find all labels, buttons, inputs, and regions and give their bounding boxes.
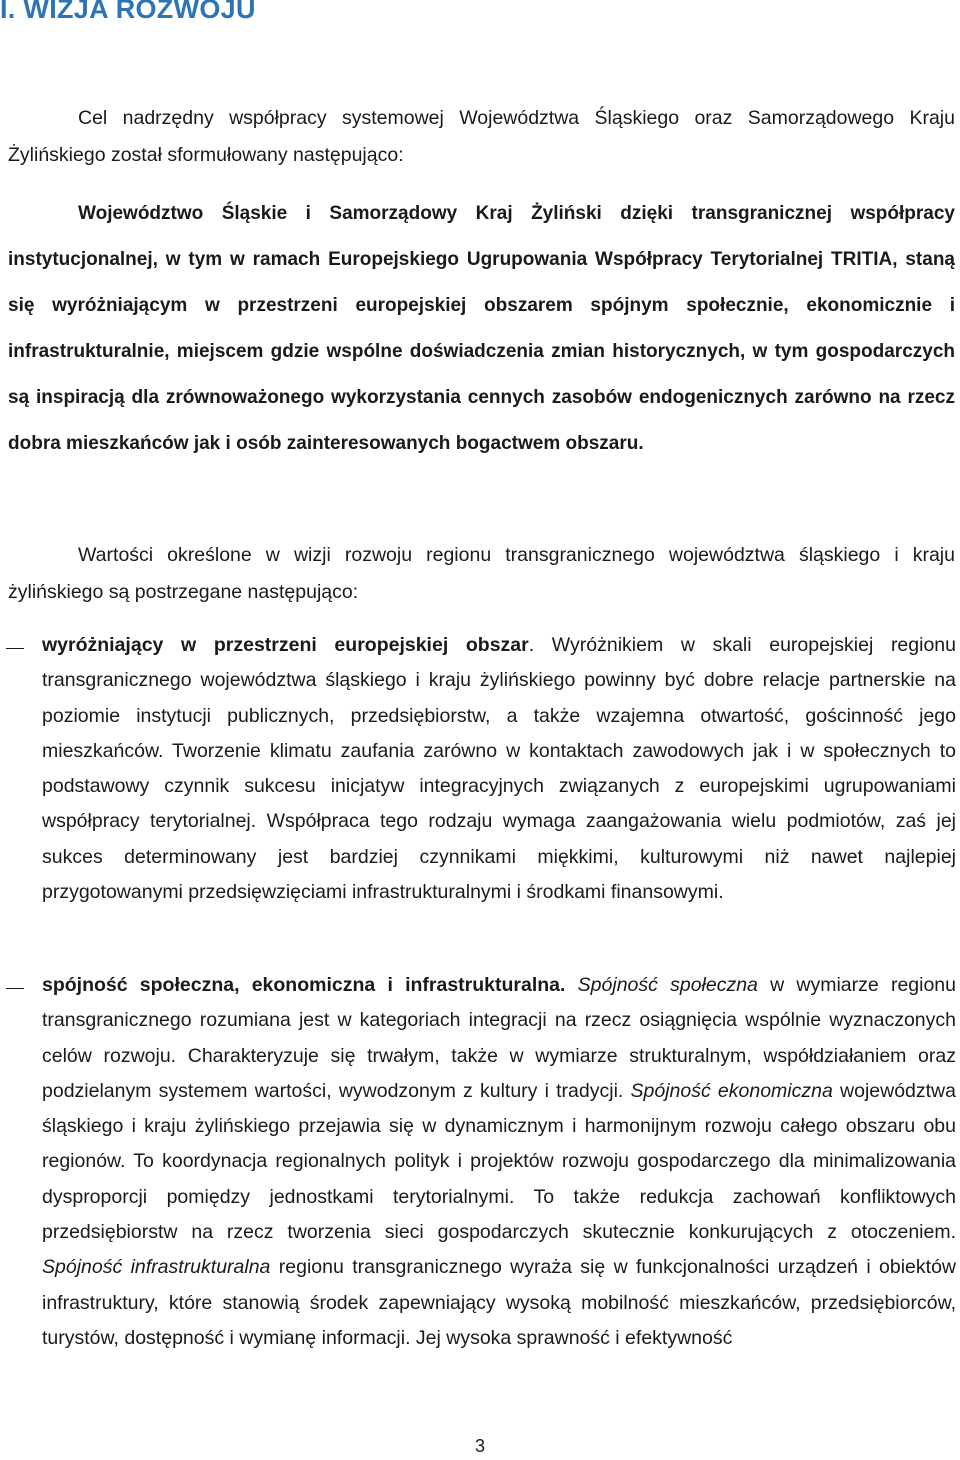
list-item-text <box>42 968 956 1356</box>
term-social-cohesion: Spójność społeczna <box>577 974 758 996</box>
dash-bullet-icon <box>6 648 24 649</box>
list-item-body-1: w wymiarze regionu transgranicznego rozumiana jest w kategoriach integracji na rzecz osiągnięcia wspólnie wyznaczonych celów rozwoju. Charakteryzuje się trwałym, także w wymiarze strukturalnym, współdziałaniem oraz podzielanym systemem wartości, wywodzonym z kultury i tradycji. <box>42 974 956 1102</box>
intro-paragraph: Cel nadrzędny współpracy systemowej Województwa Śląskiego oraz Samorządowego Kraju Żylińskiego został sformułowany następująco: <box>8 107 955 166</box>
list-item-text <box>42 628 956 910</box>
list-item-lead: wyróżniający w przestrzeni europejskiej obszar <box>42 634 529 656</box>
page-number: 3 <box>474 1436 485 1456</box>
term-infrastructure-cohesion: Spójność infrastrukturalna <box>42 1256 271 1279</box>
list-item-lead: spójność społeczna, ekonomiczna i infrastrukturalna. <box>42 974 566 996</box>
values-intro-paragraph: Wartości określone w wizji rozwoju regionu transgranicznego województwa śląskiego i kraju żylińskiego są postrzegane następująco: <box>8 544 955 603</box>
vision-statement: Województwo Śląskie i Samorządowy Kraj Żyliński dzięki transgranicznej współpracy instytucjonalnej, w tym w ramach Europejskiego Ugrupowania Współpracy Terytorialnej TRITIA, staną się wyróżniającym w przestrzeni europejskiej obszarem spójnym społecznie, ekonomicznie i infrastrukturalnie, miejscem gdzie wspólne doświadczenia zmian historycznych, w tym gospodarczych są inspiracją dla zrównoważonego wykorzystania cennych zasobów endogenicznych zarówno na rzecz dobra mieszkańców jak i osób zainteresowanych bogactwem obszaru. <box>8 203 955 454</box>
dash-bullet-icon <box>6 988 24 989</box>
term-economic-cohesion: Spójność ekonomiczna <box>630 1079 833 1102</box>
list-item-body-2: województwa śląskiego i kraju żylińskiego przejawia się w dynamicznym i harmonijnym rozwoju całego obszaru obu regionów. To koordynacja regionalnych polityk i projektów rozwoju gospodarczego dla minimalizowania dysproporcji pomiędzy jednostkami terytorialnymi. To także redukcja zachowań konfliktowych przedsiębiorstw na rzecz tworzenia sieci gospodarczych skutecznie konkurujących z otoczeniem. <box>42 1079 956 1244</box>
section-heading: I. WIZJA ROZWOJU <box>0 0 256 24</box>
list-item-body-3: regionu transgranicznego wyraża się w funkcjonalności urządzeń i obiektów infrastruktury, które stanowią środek zapewniający wysoką mobilność mieszkańców, przedsiębiorców, turystów, dostępność i wymianę informacji. Jej wysoka sprawność i efektywność <box>42 1256 956 1349</box>
list-item-body: . Wyróżnikiem w skali europejskiej regionu transgranicznego województwa śląskiego i kraju żylińskiego powinny być dobre relacje partnerskie na poziomie instytucji publicznych, przedsiębiorstw, a także wzajemna otwartość, gościnność jego mieszkańców. Tworzenie klimatu zaufania zarówno w kontaktach zawodowych jak i w społecznych to podstawowy czynnik sukcesu inicjatyw integracyjnych związanych z europejskimi ugrupowaniami współpracy terytorialnej. Współpraca tego rodzaju wymaga zaangażowania wielu podmiotów, zaś jej sukces determinowany jest bardziej czynnikami miękkimi, kulturowymi niż nawet najlepiej przygotowanymi przedsięwzięciami infrastrukturalnymi i środkami finansowymi. <box>42 634 956 904</box>
